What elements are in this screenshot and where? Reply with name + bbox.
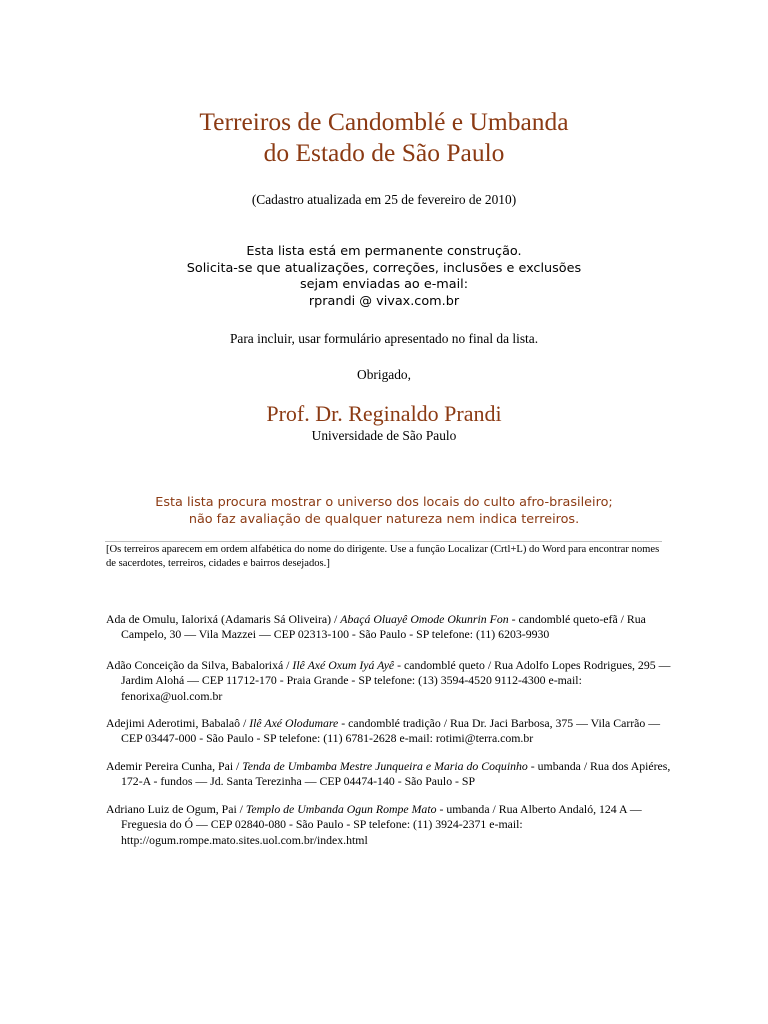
temple-name: Ilê Axé Olodumare	[249, 716, 339, 730]
contact-email: rprandi @ vivax.com.br	[308, 293, 460, 309]
list-item	[106, 612, 673, 643]
list-item	[106, 802, 673, 848]
entry-details: - umbanda / Rua dos Apiéres, 172-A - fundos — Jd. Santa Terezinha — CEP 04474-140 - São Paulo - SP	[121, 759, 671, 789]
entry-details: - candomblé tradição / Rua Dr. Jaci Barbosa, 375 — Vila Carrão — CEP 03447-000 - São Paulo - SP telefone: (11) 6781-2628 e-mail: rotimi@terra.com.br	[121, 716, 661, 746]
intro-block	[0, 244, 768, 310]
temple-name: Abaçá Oluayê Omode Okunrin Fon	[340, 612, 509, 626]
leader-name: Adão Conceição da Silva, Babalorixá /	[106, 658, 293, 672]
title-line-1: Terreiros de Candomblé e Umbanda	[199, 107, 569, 136]
entry-details: - candomblé queto-efã / Rua Campelo, 30 — Vila Mazzei — CEP 02313-100 - São Paulo - SP telefone: (11) 6203-9930	[121, 612, 646, 642]
intro-line-1: Esta lista está em permanente construção.	[246, 244, 522, 259]
temple-name: Tenda de Umbamba Mestre Junqueira e Maria do Coquinho	[242, 759, 528, 773]
list-item	[106, 658, 673, 704]
thanks-text: Obrigado,	[357, 367, 411, 382]
author-affiliation: Universidade de São Paulo	[311, 428, 457, 443]
temple-name: Ilê Axé Oxum Iyá Ayê	[292, 658, 395, 672]
intro-line-3: sejam enviadas ao e-mail:	[299, 277, 469, 292]
list-item	[106, 716, 673, 747]
notice-line-2: não faz avaliação de qualquer natureza nem indica terreiros.	[188, 512, 580, 527]
update-date: (Cadastro atualizada em 25 de fevereiro de 2010)	[251, 192, 517, 207]
list-item	[106, 759, 673, 790]
temple-name: Templo de Umbanda Ogun Rompe Mato	[245, 802, 437, 816]
author-name: Prof. Dr. Reginaldo Prandi	[266, 401, 502, 426]
entry-details: - candomblé queto / Rua Adolfo Lopes Rodrigues, 295 — Jardim Alohá — CEP 11712-170 - Praia Grande - SP telefone: (13) 3594-4520 9112-4300 e-mail: fenorixa@uol.com.br	[121, 658, 671, 703]
disclaimer-notice	[0, 494, 768, 528]
title-line-2: do Estado de São Paulo	[263, 138, 505, 167]
entry-details: - umbanda / Rua Alberto Andaló, 124 A — Freguesia do Ó — CEP 02840-080 - São Paulo - SP telefone: (11) 3924-2371 e-mail: http://ogum.rompe.mato.sites.uol.com.br/index.html	[121, 802, 642, 847]
notice-line-1: Esta lista procura mostrar o universo dos locais do culto afro-brasileiro;	[155, 495, 613, 510]
include-note: Para incluir, usar formulário apresentado no final da lista.	[229, 331, 539, 346]
leader-name: Adriano Luiz de Ogum, Pai /	[106, 802, 246, 816]
page-title	[0, 106, 768, 168]
intro-line-2: Solicita-se que atualizações, correções, inclusões e exclusões	[186, 260, 582, 276]
leader-name: Ademir Pereira Cunha, Pai /	[106, 759, 243, 773]
instructions-note: [Os terreiros aparecem em ordem alfabética do nome do dirigente. Use a função Localizar (Crtl+L) do Word para encontrar nomes de sacerdotes, terreiros, cidades e bairros desejados.]	[106, 544, 660, 569]
leader-name: Ada de Omulu, Ialorixá (Adamaris Sá Oliveira) /	[106, 612, 341, 626]
divider	[105, 541, 662, 542]
leader-name: Adejimi Aderotimi, Babalaô /	[106, 716, 250, 730]
